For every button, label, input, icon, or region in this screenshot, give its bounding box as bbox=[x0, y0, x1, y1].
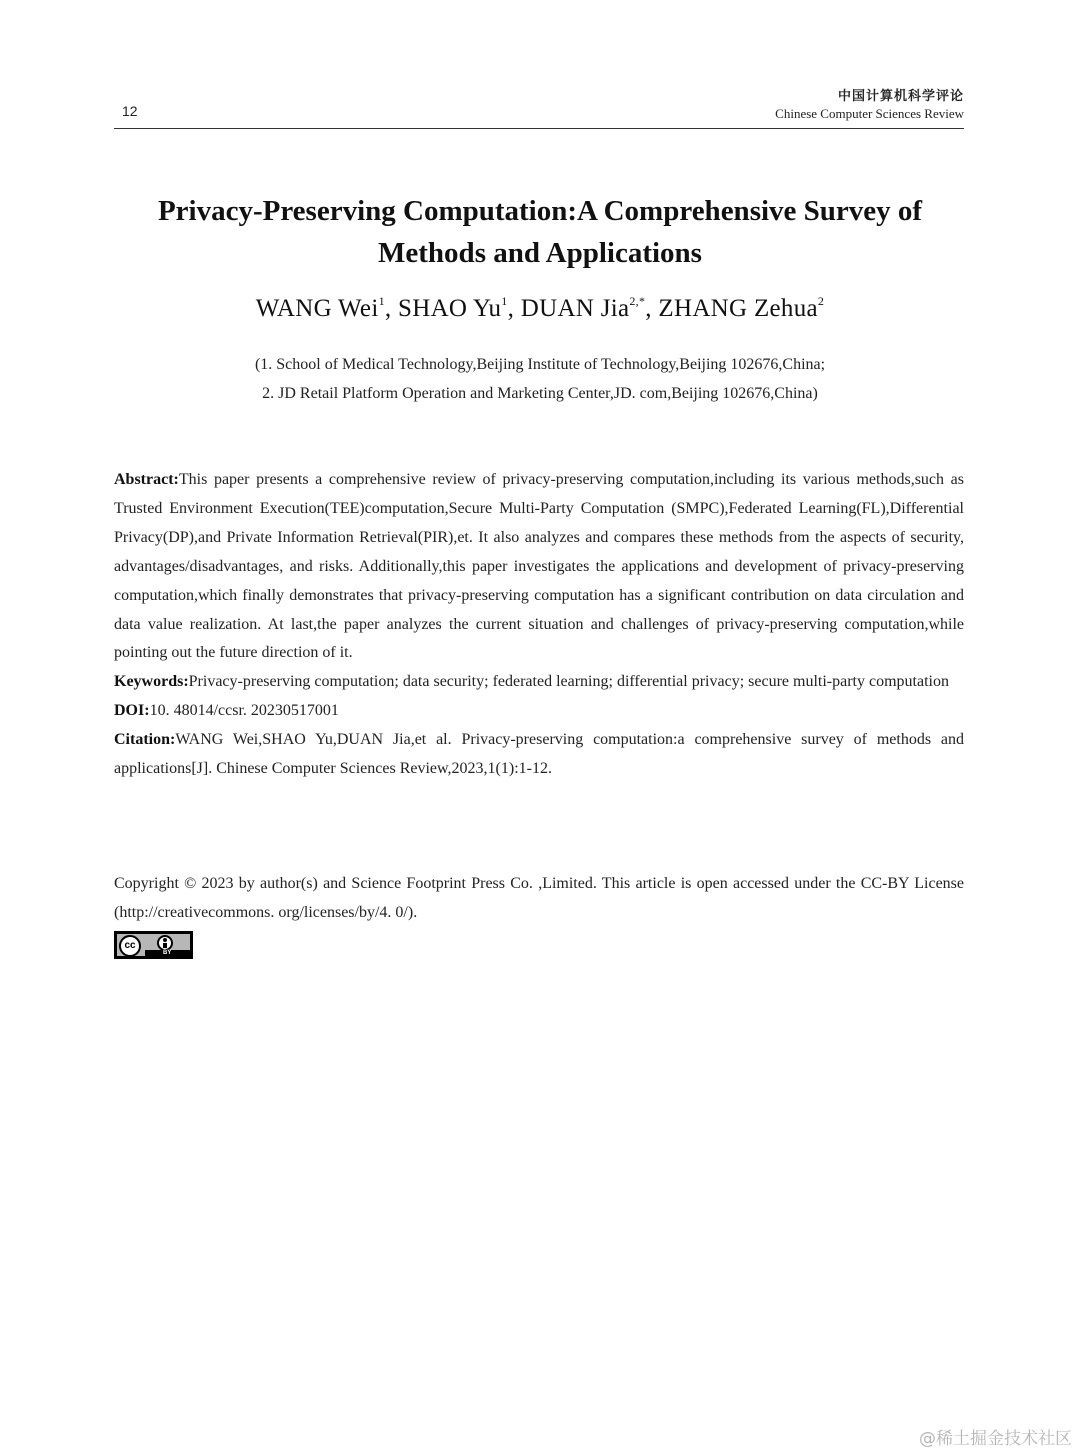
copyright-notice: Copyright © 2023 by author(s) and Science Footprint Press Co. ,Limited. This article is open accessed under the CC-BY License (http://creativecommons. org/licenses/by/4. 0/). bbox=[114, 875, 964, 921]
citation-label: Citation: bbox=[114, 731, 176, 749]
author-list bbox=[100, 294, 980, 323]
title-line-2: Methods and Applications bbox=[378, 237, 702, 269]
cc-icon: cc bbox=[119, 935, 141, 957]
author-affil-mark: 2,* bbox=[629, 294, 646, 308]
watermark: @稀土掘金技术社区 bbox=[919, 1429, 1072, 1449]
author-name: DUAN Jia bbox=[520, 295, 630, 322]
author-separator: , bbox=[507, 295, 515, 322]
author-affil-mark: 2 bbox=[817, 294, 825, 308]
doi-text: 10. 48014/ccsr. 20230517001 bbox=[149, 702, 339, 720]
doi bbox=[114, 697, 964, 726]
journal-name-en: Chinese Computer Sciences Review bbox=[775, 106, 964, 121]
title-line-1: Privacy-Preserving Computation:A Comprehensive Survey of bbox=[157, 195, 923, 227]
affiliation-line: 2. JD Retail Platform Operation and Marketing Center,JD. com,Beijing 102676,China) bbox=[262, 385, 818, 402]
author-affil-mark: 1 bbox=[378, 294, 385, 308]
keywords-text: Privacy-preserving computation; data security; federated learning; differential privacy; secure multi-party computation bbox=[188, 673, 949, 691]
affiliations bbox=[100, 350, 980, 408]
author-name: ZHANG Zehua bbox=[658, 295, 818, 322]
abstract bbox=[114, 466, 964, 668]
journal-name-cn: 中国计算机科学评论 bbox=[837, 89, 964, 104]
abstract-label: Abstract: bbox=[114, 471, 179, 488]
citation-text: WANG Wei,SHAO Yu,DUAN Jia,et al. Privacy-preserving computation:a comprehensive survey of methods and applications[J]. Chinese Computer Sciences Review,2023,1(1):1-12. bbox=[114, 731, 964, 778]
journal-header bbox=[775, 88, 964, 123]
person-icon bbox=[157, 935, 173, 951]
keywords bbox=[114, 668, 964, 697]
header-rule bbox=[114, 128, 964, 129]
keywords-label: Keywords: bbox=[114, 673, 189, 691]
author-name: WANG Wei bbox=[255, 295, 379, 322]
affiliation-line: (1. School of Medical Technology,Beijing Institute of Technology,Beijing 102676,China; bbox=[254, 356, 826, 373]
author-separator: , bbox=[384, 295, 392, 322]
author-separator: , bbox=[645, 295, 652, 322]
author-affil-mark: 1 bbox=[501, 294, 508, 308]
cc-by-license-icon[interactable] bbox=[114, 931, 193, 959]
page-number: 12 bbox=[122, 103, 138, 119]
doi-label: DOI: bbox=[114, 702, 150, 720]
cc-badge-body bbox=[117, 934, 190, 956]
author-name: SHAO Yu bbox=[398, 295, 502, 322]
abstract-block bbox=[114, 466, 964, 784]
abstract-text: This paper presents a comprehensive review of privacy-preserving computation,including its various methods,such as Trusted Environment Execution(TEE)computation,Secure Multi-Party Computation (SMPC),Federated Learning(FL),Differential Privacy(DP),and Private Information Retrieval(PIR),et. It also analyzes and compares these methods from the aspects of security, advantages/disadvantages, and risks. Additionally,this paper investigates the applications and development of privacy-preserving computation,which finally demonstrates that privacy-preserving computation has a significant contribution on data circulation and data value realization. At last,the paper analyzes the current situation and challenges of privacy-preserving computation,while pointing out the future direction of it. bbox=[114, 471, 964, 662]
paper-title bbox=[100, 190, 980, 274]
by-label: BY bbox=[163, 950, 172, 956]
citation bbox=[114, 726, 964, 784]
